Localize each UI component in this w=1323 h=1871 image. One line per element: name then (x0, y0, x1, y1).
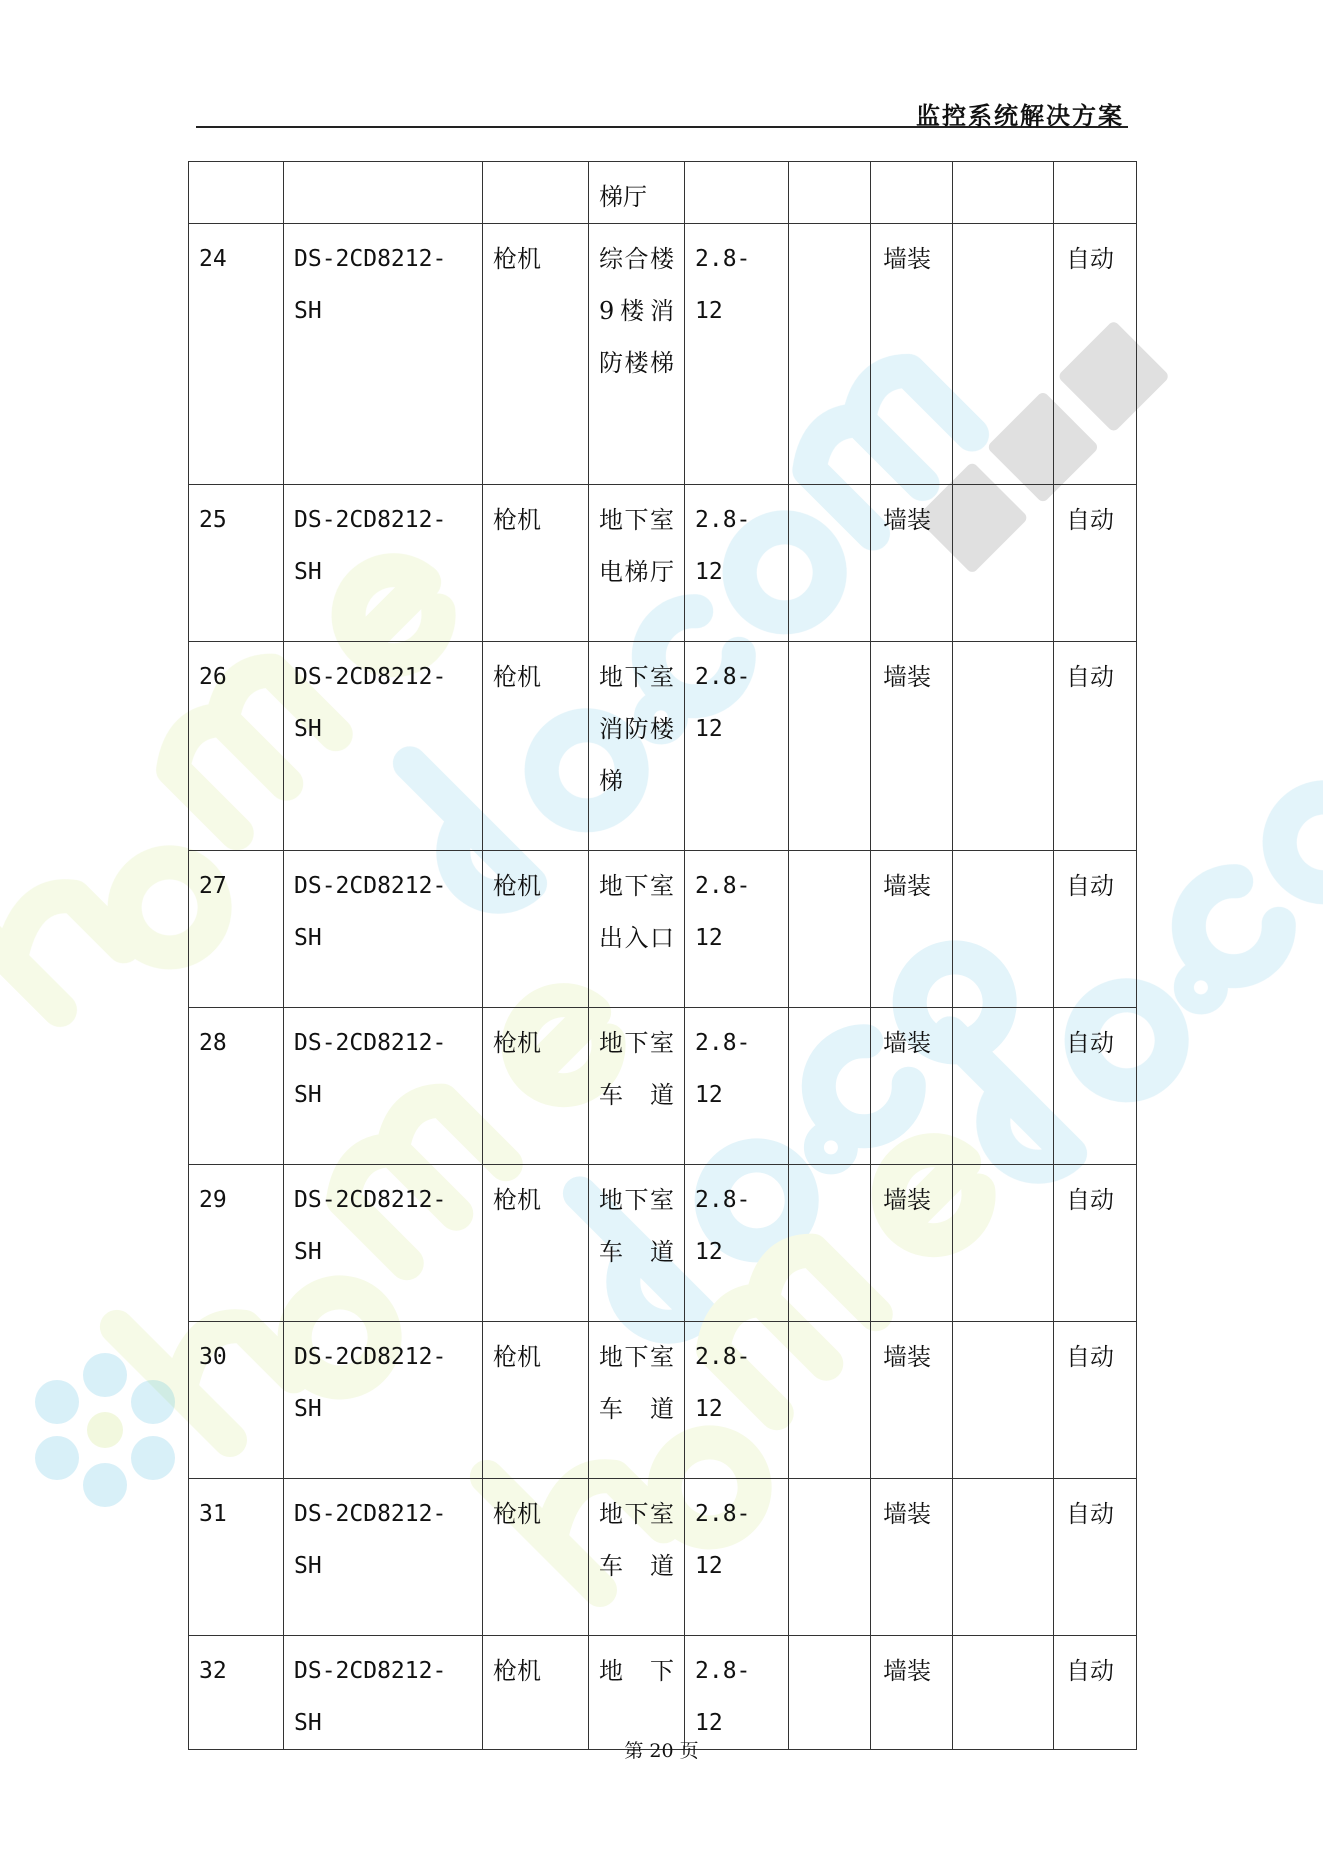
cell-model: DS-2CD8212-SH (284, 224, 483, 485)
cell-focal: 2.8-12 (685, 1008, 789, 1165)
cell-focal: 2.8-12 (685, 1636, 789, 1750)
cell-no: 27 (189, 851, 284, 1008)
cell-model (284, 162, 483, 224)
table-row (189, 162, 1137, 224)
cell-blank (953, 1322, 1054, 1479)
cell-mount: 墙装 (871, 1636, 953, 1750)
cell-blank (953, 1008, 1054, 1165)
cell-mode: 自动 (1054, 1322, 1137, 1479)
cell-mode: 自动 (1054, 1479, 1137, 1636)
cell-type: 枪机 (483, 642, 589, 851)
table-row (189, 1322, 1137, 1479)
table-row (189, 642, 1137, 851)
cell-mount: 墙装 (871, 224, 953, 485)
cell-mount: 墙装 (871, 851, 953, 1008)
cell-mode: 自动 (1054, 224, 1137, 485)
cell-mode: 自动 (1054, 1008, 1137, 1165)
cell-blank (789, 1636, 871, 1750)
cell-location: 地下室电梯厅 (589, 485, 685, 642)
cell-model: DS-2CD8212-SH (284, 1636, 483, 1750)
table-row (189, 1636, 1137, 1750)
cell-blank (789, 1322, 871, 1479)
cell-mount: 墙装 (871, 485, 953, 642)
header-title: 监控系统解决方案 (916, 101, 1124, 130)
cell-blank (953, 485, 1054, 642)
cell-blank (789, 851, 871, 1008)
cell-blank (789, 1008, 871, 1165)
cell-mode: 自动 (1054, 1165, 1137, 1322)
cell-focal: 2.8-12 (685, 1479, 789, 1636)
cell-no: 31 (189, 1479, 284, 1636)
cell-location: 地下室车道 (589, 1165, 685, 1322)
cell-model: DS-2CD8212-SH (284, 1165, 483, 1322)
cell-no: 29 (189, 1165, 284, 1322)
cell-blank (789, 224, 871, 485)
cell-blank (789, 162, 871, 224)
cell-location: 地下室车道 (589, 1479, 685, 1636)
cell-mode: 自动 (1054, 1636, 1137, 1750)
cell-location: 梯厅 (589, 162, 685, 224)
cell-location: 综合楼9楼消防楼梯 (589, 224, 685, 485)
cell-mode: 自动 (1054, 485, 1137, 642)
table-row (189, 1008, 1137, 1165)
cell-focal: 2.8-12 (685, 642, 789, 851)
cell-mount: 墙装 (871, 1322, 953, 1479)
table-row (189, 224, 1137, 485)
cell-blank (789, 1479, 871, 1636)
cell-blank (953, 1479, 1054, 1636)
cell-type: 枪机 (483, 1165, 589, 1322)
cell-focal: 2.8-12 (685, 224, 789, 485)
cell-blank (953, 851, 1054, 1008)
cell-type: 枪机 (483, 1636, 589, 1750)
cell-blank (953, 642, 1054, 851)
cell-focal: 2.8-12 (685, 1165, 789, 1322)
cell-type: 枪机 (483, 1479, 589, 1636)
cell-model: DS-2CD8212-SH (284, 851, 483, 1008)
cell-no (189, 162, 284, 224)
cell-no: 24 (189, 224, 284, 485)
cell-type: 枪机 (483, 485, 589, 642)
table-row (189, 1165, 1137, 1322)
cell-mode (1054, 162, 1137, 224)
table-row (189, 1479, 1137, 1636)
cell-blank (789, 485, 871, 642)
cell-mount (871, 162, 953, 224)
cell-model: DS-2CD8212-SH (284, 1479, 483, 1636)
cell-model: DS-2CD8212-SH (284, 642, 483, 851)
cell-type (483, 162, 589, 224)
cell-blank (953, 1165, 1054, 1322)
cell-mount: 墙装 (871, 1165, 953, 1322)
cell-focal: 2.8-12 (685, 851, 789, 1008)
cell-type: 枪机 (483, 224, 589, 485)
cell-no: 25 (189, 485, 284, 642)
cell-blank (789, 1165, 871, 1322)
cell-mount: 墙装 (871, 1479, 953, 1636)
cell-blank (953, 224, 1054, 485)
page-number: 第 20 页 (624, 1740, 699, 1762)
cell-mode: 自动 (1054, 851, 1137, 1008)
cell-location: 地下 (589, 1636, 685, 1750)
cell-location: 地下室车道 (589, 1322, 685, 1479)
cell-mount: 墙装 (871, 642, 953, 851)
cell-type: 枪机 (483, 851, 589, 1008)
cell-blank (953, 162, 1054, 224)
page-header (196, 92, 1128, 128)
cell-type: 枪机 (483, 1008, 589, 1165)
cell-no: 26 (189, 642, 284, 851)
cell-location: 地下室出入口 (589, 851, 685, 1008)
cell-no: 32 (189, 1636, 284, 1750)
cell-no: 28 (189, 1008, 284, 1165)
camera-table (188, 161, 1137, 1750)
cell-focal: 2.8-12 (685, 485, 789, 642)
cell-mount: 墙装 (871, 1008, 953, 1165)
cell-blank (953, 1636, 1054, 1750)
cell-type: 枪机 (483, 1322, 589, 1479)
cell-model: DS-2CD8212-SH (284, 1322, 483, 1479)
cell-mode: 自动 (1054, 642, 1137, 851)
table-row (189, 851, 1137, 1008)
cell-no: 30 (189, 1322, 284, 1479)
cell-focal (685, 162, 789, 224)
cell-location: 地下室消防楼梯 (589, 642, 685, 851)
cell-model: DS-2CD8212-SH (284, 485, 483, 642)
cell-focal: 2.8-12 (685, 1322, 789, 1479)
cell-location: 地下室车道 (589, 1008, 685, 1165)
cell-blank (789, 642, 871, 851)
table-row (189, 485, 1137, 642)
cell-model: DS-2CD8212-SH (284, 1008, 483, 1165)
